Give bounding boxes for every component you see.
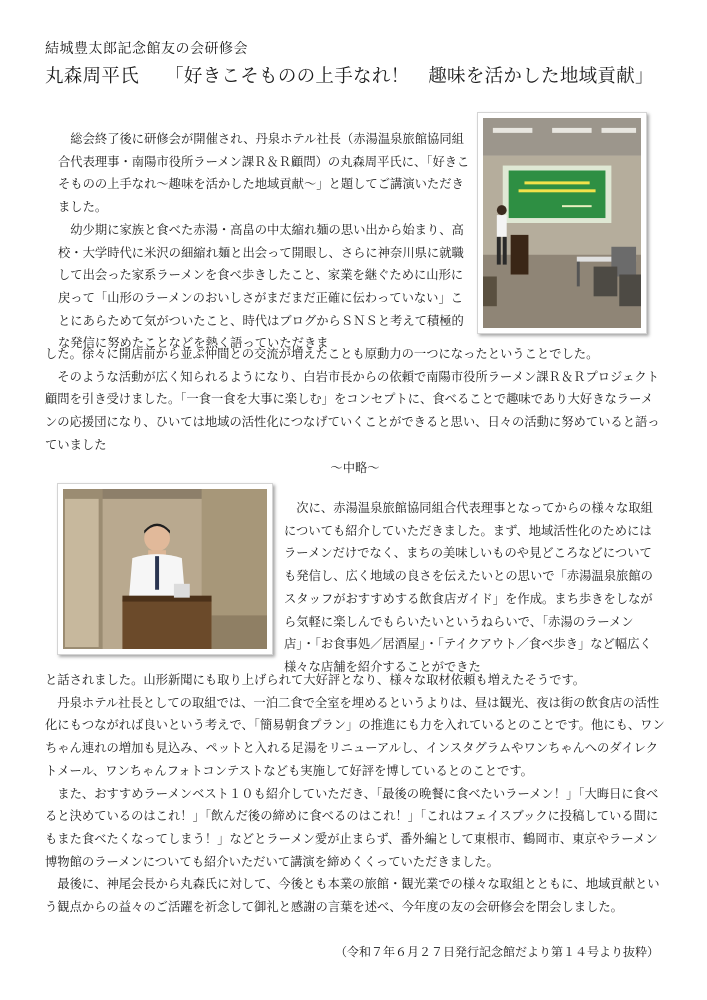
headline bbox=[45, 62, 695, 88]
paragraph-1: 総会終了後に研修会が開催され、丹泉ホテル社長（赤湯温泉旅館協同組合代表理事・南陽市役所ラーメン課Ｒ＆Ｒ顧問）の丸森周平氏に、「好きこそものの上手なれ～趣味を活かした地域貢献～」と題してご講演いただきました。 bbox=[58, 132, 470, 215]
paragraph-7: 最後に、神尾会長から丸森氏に対して、今後とも本業の旅館・観光業での様々な取組とともに、地域貢献という観点からの益々のご活躍を祈念して御礼と感謝の言葉を述べ、今年度の友の会研修会を閉会しました。 bbox=[45, 877, 660, 915]
paragraph-2: 幼少期に家族と食べた赤湯・高畠の中太縮れ麺の思い出から始まり、高校・大学時代に米沢の細縮れ麺と出会って開眼し、さらに神奈川県に就職して出会った家系ラーメンを食べ歩きしたこと、家業を継ぐために山形に戻って「山形のラーメンのおいしさがまだまだ正確に伝わっていない」ことにあらためて気がついたこと、時代はブログからＳＮＳと考えて積極的な発信に努めたことなどを熱く語っていただきま bbox=[58, 222, 464, 351]
article-guide bbox=[284, 497, 660, 679]
speaker-name: 丸森周平氏 bbox=[45, 66, 140, 87]
paragraph-6: また、おすすめラーメンベスト１０も紹介していただき、「最後の晩餐に食べたいラーメン！」「大晦日に食べると決めているのはこれ！」「飲んだ後の締めに食べるのはこれ！」「これはフェイスブックに投稿している間にもまた食べたくなってしまう！」などとラーメン愛が止まらず、番外編として東根市、鶴岡市、東京やラーメン博物館のラーメンについても紹介いただいて講演を締めくくっていただきました。 bbox=[45, 786, 659, 869]
source-note: （令和７年６月２７日発行記念館だより第１４号より抜粋） bbox=[334, 945, 659, 959]
article-activities bbox=[45, 343, 665, 479]
kicker: 結城豊太郎記念館友の会研修会 bbox=[45, 41, 248, 57]
paragraph-3: そのような活動が広く知られるようになり、白岩市長からの依頼で南陽市役所ラーメン課Ｒ＆Ｒプロジェクト顧問を引き受けました。「一食一食を大事に楽しむ」をコンセプトに、食べることで趣味であり大好きなラーメンの応援団になり、ひいては地域の活性化につなげていくことができると思い、日々の活動に努めていると語っていました bbox=[45, 369, 660, 452]
speaker-photo bbox=[57, 483, 273, 655]
article-closing bbox=[45, 669, 665, 919]
paragraph-4: 次に、赤湯温泉旅館協同組合代表理事となってからの様々な取組についても紹介していただきました。まず、地域活性化のためにはラーメンだけでなく、まちの美味しいものや見どころなどについても発信し、広く地域の良さを伝えたいとの思いで「赤湯温泉旅館のスタッフがおすすめする飲食店ガイド」を作成。まち歩きをしながら気軽に楽しんでもらいたいというねらいで、「赤湯のラーメン店」・「お食事処／居酒屋」・「テイクアウト／食べ歩き」など幅広く様々な店舗を紹介することができた bbox=[284, 501, 653, 674]
article-intro bbox=[58, 128, 471, 355]
paragraph-2-continued: した。徐々に開店前から並ぶ仲間との交流が増えたことも原動力の一つになったということでした。 bbox=[45, 347, 599, 361]
omission-mark: ～中略～ bbox=[330, 460, 380, 475]
lecture-room-photo bbox=[477, 112, 647, 334]
lecture-title: 「好きこそものの上手なれ！ 趣味を活かした地域貢献」 bbox=[165, 66, 654, 87]
paragraph-4-continued: と話されました。山形新聞にも取り上げられて大好評となり、様々な取材依頼も増えたそうです。 bbox=[45, 673, 586, 687]
paragraph-5: 丹泉ホテル社長としての取組では、一泊二食で全室を埋めるというよりは、昼は観光、夜は街の飲食店の活性化にもつながれば良いという考えで、「簡易朝食プラン」の推進にも力を入れているとのことです。他にも、ワンちゃん連れの増加も見込み、ペットと入れる足湯をリニューアルし、インスタグラムやワンちゃんへのダイレクトメール、ワンちゃんフォトコンテストなども実施して好評を博しているとのことです。 bbox=[45, 695, 665, 778]
